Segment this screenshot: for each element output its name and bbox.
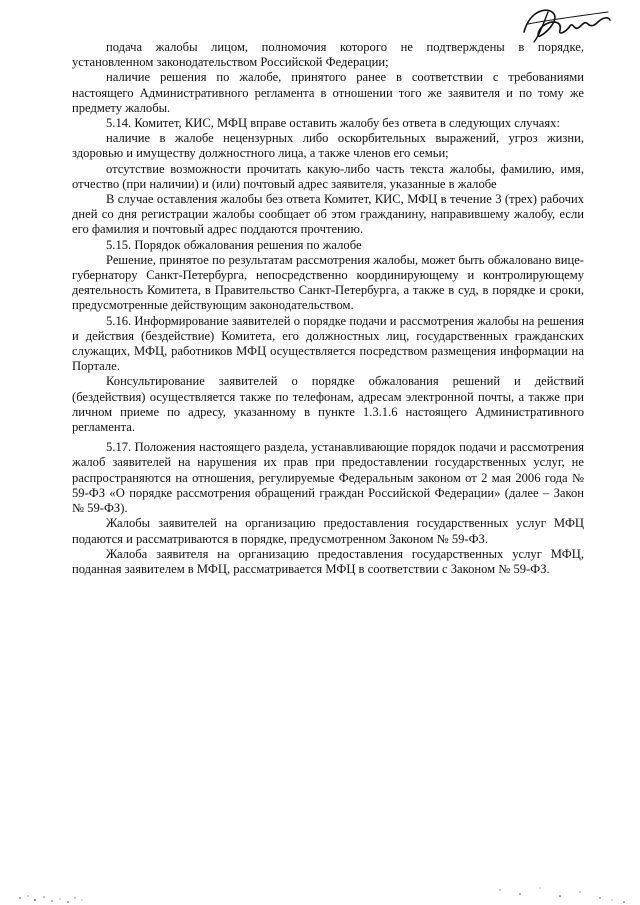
paragraph: наличие в жалобе нецензурных либо оскорбительных выражений, угроз жизни, здоровью и имуществу должностного лица, а также членов его семьи;	[72, 131, 584, 161]
paragraph: отсутствие возможности прочитать какую-либо часть текста жалобы, фамилию, имя, отчество (при наличии) и (или) почтовый адрес заявителя, указанные в жалобе	[72, 161, 584, 191]
section-heading: 5.14. Комитет, КИС, МФЦ вправе оставить жалобу без ответа в следующих случаях:	[106, 116, 560, 131]
paragraph: Решение, принятое по результатам рассмотрения жалобы, может быть обжаловано вице-губернатору Санкт-Петербурга, непосредственно координирующему и контролирующему деятельность Комитета, в Правительство Санкт-Петербурга, а также в суд, в порядке и сроки, предусмотренные действующим законодательством.	[72, 252, 584, 313]
section-heading: 5.15. Порядок обжалования решения по жалобе	[106, 237, 362, 252]
paragraph: Консультирование заявителей о порядке обжалования решений и действий (бездействия) осуществляется также по телефонам, адресам электронной почты, а также при личном приеме по адресу, указанному в пункте 1.3.1.6 настоящего Административного регламента.	[72, 374, 584, 435]
paragraph: Жалобы заявителей на организацию предоставления государственных услуг МФЦ подаются и рассматриваются в порядке, предусмотренном Законом № 59-ФЗ.	[72, 516, 584, 546]
paragraph: наличие решения по жалобе, принятого ранее в соответствии с требованиями настоящего Административного регламента в отношении того же заявителя и по тому же предмету жалобы.	[72, 70, 584, 115]
paragraph: Жалоба заявителя на организацию предоставления государственных услуг МФЦ, поданная заявителем в МФЦ, рассматривается МФЦ в соответствии с Законом № 59-ФЗ.	[72, 546, 584, 576]
document-body	[72, 40, 584, 577]
section-heading: 5.16. Информирование заявителей о порядке подачи и рассмотрения жалобы на решения и действия (бездействие) Комитета, его должностных лиц, государственных гражданских служащих, МФЦ, работников МФЦ осуществляется посредством размещения информации на Портале.	[72, 313, 584, 374]
scan-noise	[0, 860, 640, 905]
paragraph: подача жалобы лицом, полномочия которого не подтверждены в порядке, установленном законодательством Российской Федерации;	[72, 40, 584, 70]
paragraph: В случае оставления жалобы без ответа Комитет, КИС, МФЦ в течение 3 (трех) рабочих дней со дня регистрации жалобы сообщает об этом гражданину, направившему жалобу, если его фамилия и почтовый адрес поддаются прочтению.	[72, 192, 584, 237]
section-heading: 5.17. Положения настоящего раздела, устанавливающие порядок подачи и рассмотрения жалоб заявителей на нарушения их прав при предоставлении государственных услуг, не распространяются на отношения, регулируемые Федеральным законом от 2 мая 2006 года № 59-ФЗ «О порядке рассмотрения обращений граждан Российской Федерации» (далее – Закон № 59-ФЗ).	[72, 440, 584, 516]
